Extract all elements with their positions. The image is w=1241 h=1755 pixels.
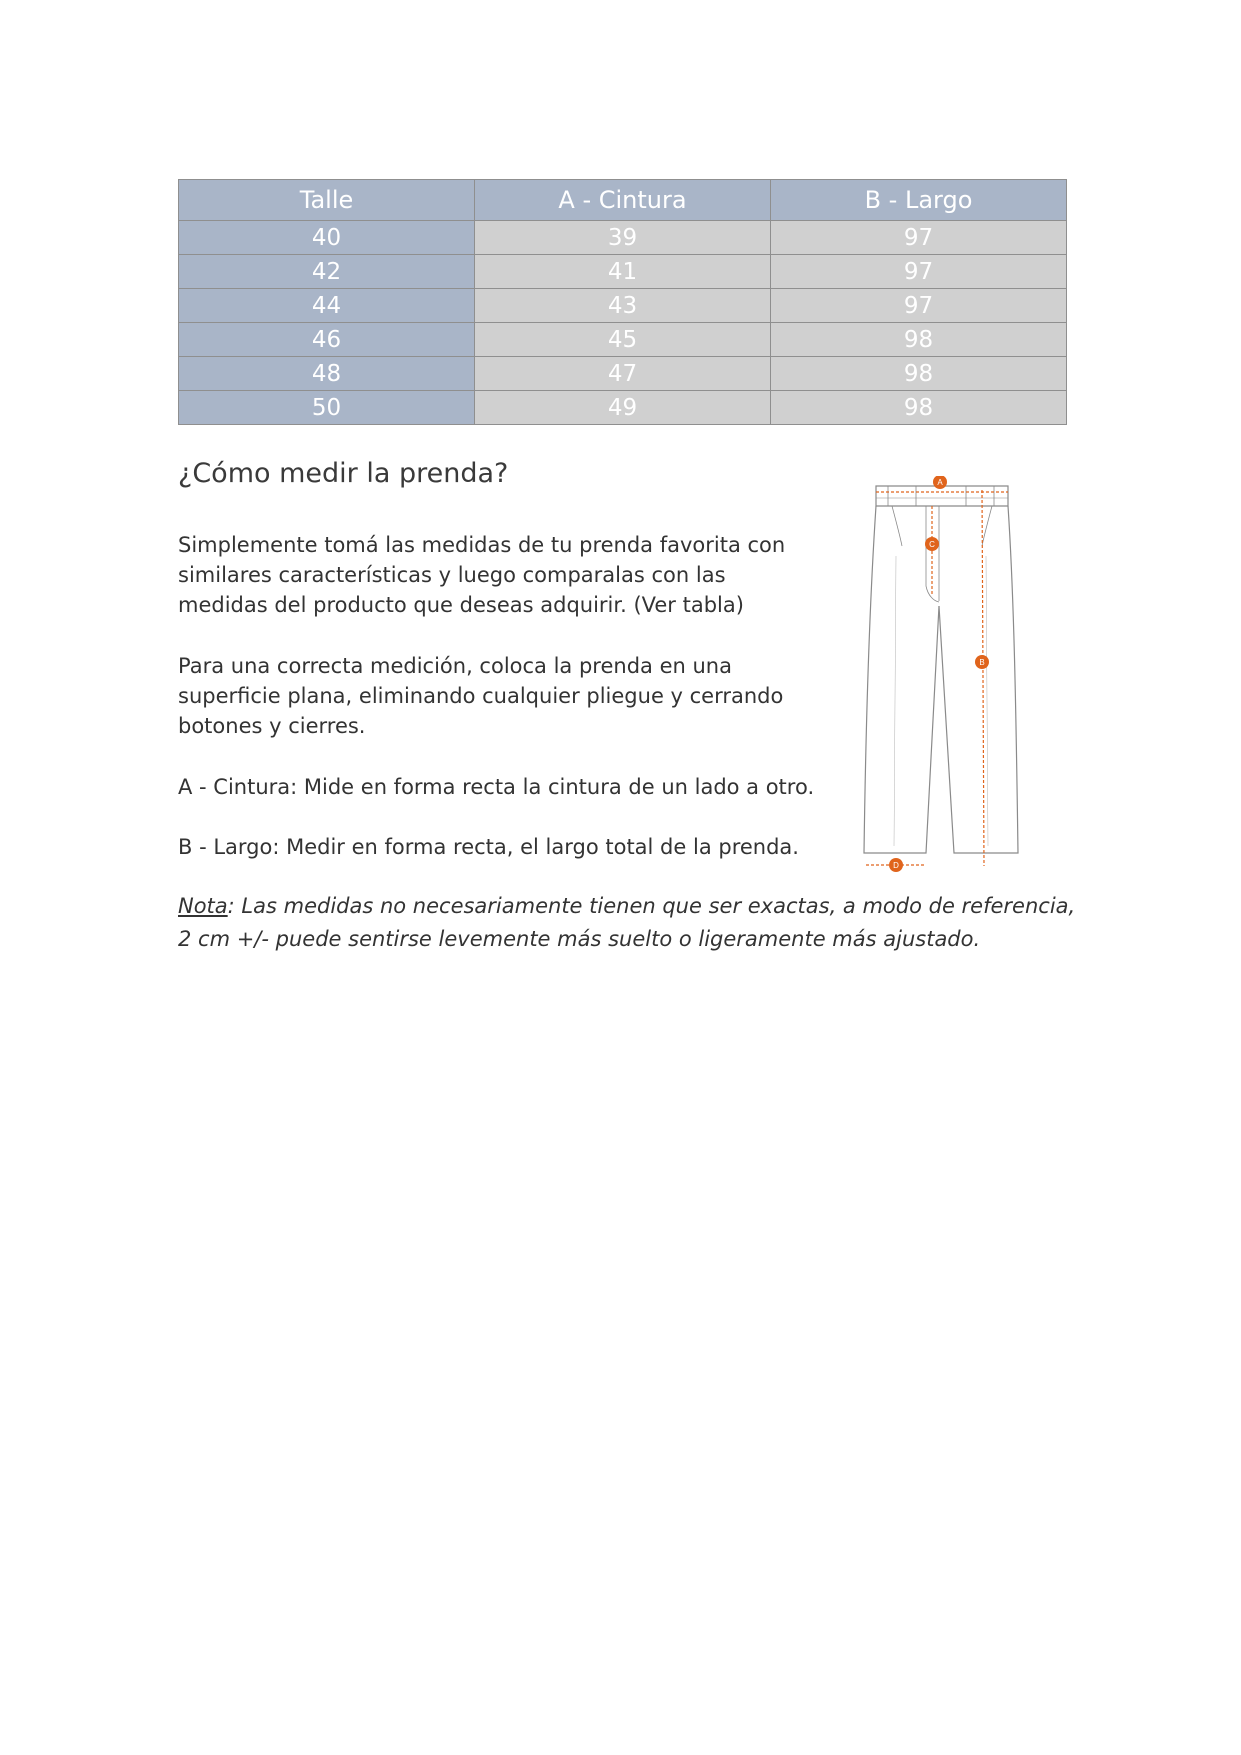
marker-d	[889, 858, 903, 872]
table-row	[179, 357, 1067, 391]
waist-cell: 49	[475, 391, 771, 425]
waist-cell: 45	[475, 323, 771, 357]
length-cell: 97	[771, 255, 1067, 289]
header-talle: Talle	[179, 180, 475, 221]
table-row	[179, 221, 1067, 255]
header-cintura: A - Cintura	[475, 180, 771, 221]
marker-b-label: B	[979, 658, 985, 667]
pants-diagram	[856, 476, 1026, 876]
guide-title: ¿Cómo medir la prenda?	[178, 458, 509, 489]
note-text: : Las medidas no necesariamente tienen que ser exactas, a modo de referencia, 2 cm +/- puede sentirse levemente más suelto o ligeramente más ajustado.	[178, 894, 1076, 951]
size-cell: 40	[179, 221, 475, 255]
waist-instruction: A - Cintura: Mide en forma recta la cintura de un lado a otro.	[178, 775, 815, 799]
waist-cell: 39	[475, 221, 771, 255]
size-cell: 48	[179, 357, 475, 391]
size-cell: 46	[179, 323, 475, 357]
instructions-paragraph: Simplemente tomá las medidas de tu prenda favorita con similares características y luego comparalas con las medidas del producto que deseas adquirir. (Ver tabla)	[178, 533, 786, 617]
marker-b	[975, 655, 989, 669]
waist-cell: 47	[475, 357, 771, 391]
table-row	[179, 289, 1067, 323]
note	[178, 890, 1078, 956]
size-cell: 44	[179, 289, 475, 323]
pants-outline	[864, 486, 1018, 853]
table-row	[179, 391, 1067, 425]
length-cell: 98	[771, 391, 1067, 425]
note-label: Nota	[178, 894, 228, 918]
waist-cell: 41	[475, 255, 771, 289]
length-cell: 97	[771, 221, 1067, 255]
length-instruction: B - Largo: Medir en forma recta, el largo total de la prenda.	[178, 835, 799, 859]
marker-a	[933, 476, 947, 489]
marker-c-label: C	[929, 540, 935, 549]
table-header-row	[179, 180, 1067, 221]
waist-cell: 43	[475, 289, 771, 323]
size-cell: 42	[179, 255, 475, 289]
marker-a-label: A	[937, 478, 943, 487]
marker-c	[925, 537, 939, 551]
table-row	[179, 255, 1067, 289]
flat-surface-paragraph: Para una correcta medición, coloca la prenda en una superficie plana, eliminando cualquier pliegue y cerrando botones y cierres.	[178, 654, 784, 738]
size-table	[178, 179, 1067, 425]
header-largo: B - Largo	[771, 180, 1067, 221]
size-cell: 50	[179, 391, 475, 425]
marker-d-label: D	[893, 861, 899, 870]
length-cell: 97	[771, 289, 1067, 323]
length-cell: 98	[771, 357, 1067, 391]
length-cell: 98	[771, 323, 1067, 357]
table-row	[179, 323, 1067, 357]
